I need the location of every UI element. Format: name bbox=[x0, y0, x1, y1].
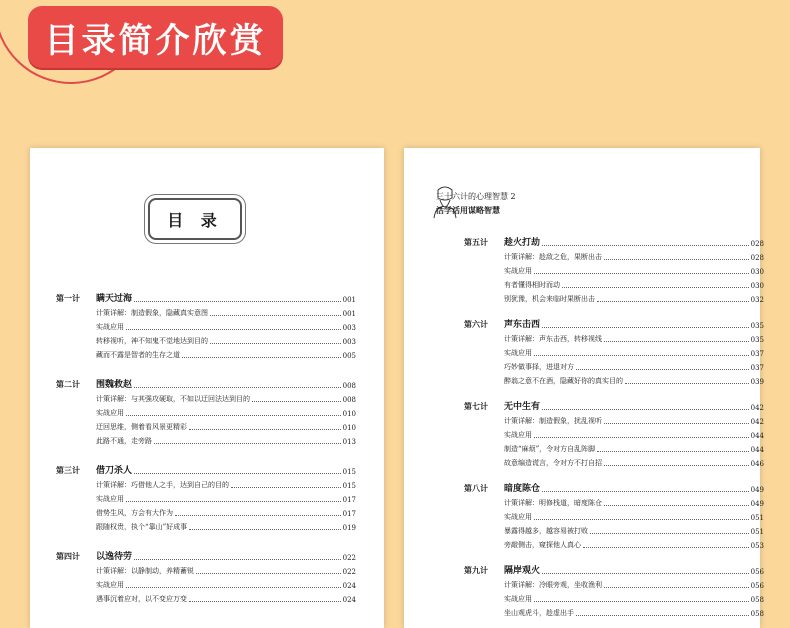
page-number: 030 bbox=[750, 268, 764, 276]
leader-dots bbox=[534, 273, 749, 274]
subentry-text: 计策详解：明修栈道，暗度陈仓 bbox=[504, 499, 602, 507]
leader-dots bbox=[231, 487, 341, 488]
page-number: 017 bbox=[342, 510, 356, 518]
subentry-text: 实战应用 bbox=[504, 349, 532, 357]
chapter-number: 第八计 bbox=[464, 484, 488, 493]
toc-subentry bbox=[504, 346, 764, 358]
subentry-text: 别犹豫，机会来临时果断出击 bbox=[504, 295, 595, 303]
chapter-number: 第三计 bbox=[56, 466, 80, 475]
toc-subentry bbox=[96, 506, 356, 518]
toc-subentry bbox=[96, 420, 356, 432]
toc-title: 目 录 bbox=[148, 198, 242, 240]
left-page bbox=[30, 148, 384, 628]
page-number: 044 bbox=[750, 432, 764, 440]
chapter-title: 围魏救赵 bbox=[96, 380, 133, 390]
leader-dots bbox=[604, 423, 749, 424]
leader-dots bbox=[126, 501, 341, 502]
toc-subentry bbox=[504, 428, 764, 440]
subentry-text: 有者懂得相时而动 bbox=[504, 281, 560, 289]
toc-subentry bbox=[504, 374, 764, 386]
toc-chapter bbox=[56, 378, 356, 446]
toc-chapter bbox=[56, 464, 356, 532]
chapter-number: 第五计 bbox=[464, 238, 488, 247]
running-header bbox=[436, 190, 516, 218]
page-number: 008 bbox=[342, 396, 356, 404]
leader-dots bbox=[154, 443, 341, 444]
subentry-text: 计策详解：制造假象，扰乱视听 bbox=[504, 417, 602, 425]
chapter-heading-row bbox=[56, 464, 356, 476]
subentry-text: 计策详解：制造假象，隐藏真实意图 bbox=[96, 309, 208, 317]
chapter-number: 第六计 bbox=[464, 320, 488, 329]
subentry-text: 实战应用 bbox=[96, 409, 124, 417]
subentry-text: 遇事沉着应对，以不变应万变 bbox=[96, 595, 187, 603]
leader-dots bbox=[182, 357, 341, 358]
book-series-title: 三十六计的心理智慧 2 bbox=[436, 192, 516, 201]
chapter-number: 第九计 bbox=[464, 566, 488, 575]
leader-dots bbox=[542, 245, 749, 246]
chapter-number: 第一计 bbox=[56, 294, 80, 303]
page-number: 032 bbox=[750, 296, 764, 304]
subentry-text: 故意编造谎言，令对方不打自招 bbox=[504, 459, 602, 467]
toc-subentry bbox=[504, 278, 764, 290]
leader-dots bbox=[189, 529, 340, 530]
leader-dots bbox=[210, 315, 341, 316]
toc-chapter bbox=[464, 400, 764, 468]
subentry-text: 借势生风，方会有大作为 bbox=[96, 509, 173, 517]
chapter-title: 暗度陈仓 bbox=[504, 484, 541, 494]
subentry-text: 转移视听，神不知鬼不觉地达到目的 bbox=[96, 337, 208, 345]
toc-chapter bbox=[464, 236, 764, 304]
subentry-text: 计策详解：冷眼旁观，坐收渔利 bbox=[504, 581, 602, 589]
chapter-heading-row bbox=[464, 400, 764, 412]
page-number: 056 bbox=[750, 582, 764, 590]
chapter-heading-row bbox=[464, 318, 764, 330]
page-number: 058 bbox=[750, 610, 764, 618]
page-number: 037 bbox=[750, 350, 764, 358]
toc-subentry bbox=[96, 334, 356, 346]
chapter-number: 第七计 bbox=[464, 402, 488, 411]
toc-subentry bbox=[504, 592, 764, 604]
leader-dots bbox=[196, 573, 341, 574]
page-number: 049 bbox=[750, 486, 764, 494]
leader-dots bbox=[576, 369, 749, 370]
page-number: 015 bbox=[342, 468, 356, 476]
leader-dots bbox=[604, 587, 749, 588]
page-number: 035 bbox=[750, 336, 764, 344]
leader-dots bbox=[189, 429, 341, 430]
leader-dots bbox=[590, 533, 749, 534]
toc-subentry bbox=[504, 414, 764, 426]
subentry-text: 实战应用 bbox=[96, 581, 124, 589]
subentry-text: 实战应用 bbox=[504, 513, 532, 521]
page-number: 022 bbox=[342, 554, 356, 562]
leader-dots bbox=[134, 559, 341, 560]
toc-subentry bbox=[504, 292, 764, 304]
subentry-text: 制造“麻烦”，令对方自乱阵脚 bbox=[504, 445, 596, 453]
subentry-text: 实战应用 bbox=[504, 267, 532, 275]
chapter-title: 趁火打劫 bbox=[504, 238, 541, 248]
leader-dots bbox=[542, 491, 749, 492]
leader-dots bbox=[597, 451, 748, 452]
toc-subentry bbox=[96, 564, 356, 576]
toc-subentry bbox=[96, 520, 356, 532]
page-number: 010 bbox=[342, 410, 356, 418]
page-number: 037 bbox=[750, 364, 764, 372]
page-number: 056 bbox=[750, 568, 764, 576]
leader-dots bbox=[604, 259, 749, 260]
page-number: 039 bbox=[750, 378, 764, 386]
page-number: 001 bbox=[342, 296, 356, 304]
subentry-text: 坐山观虎斗，趁虚出手 bbox=[504, 609, 574, 617]
leader-dots bbox=[252, 401, 341, 402]
leader-dots bbox=[134, 387, 341, 388]
page-number: 044 bbox=[750, 446, 764, 454]
chapter-title: 声东击西 bbox=[504, 320, 541, 330]
page-number: 013 bbox=[342, 438, 356, 446]
toc-subentry bbox=[96, 478, 356, 490]
toc-subentry bbox=[504, 606, 764, 618]
leader-dots bbox=[542, 573, 749, 574]
leader-dots bbox=[562, 287, 749, 288]
subentry-text: 实战应用 bbox=[96, 495, 124, 503]
page-number: 017 bbox=[342, 496, 356, 504]
leader-dots bbox=[534, 519, 749, 520]
chapter-number: 第四计 bbox=[56, 552, 80, 561]
chapter-title: 无中生有 bbox=[504, 402, 541, 412]
subentry-text: 迂回思维，侧着看风景更精彩 bbox=[96, 423, 187, 431]
chapter-title: 以逸待劳 bbox=[96, 552, 133, 562]
toc-subentry bbox=[96, 578, 356, 590]
subentry-text: 计策详解：声东击西，转移视线 bbox=[504, 335, 602, 343]
page-number: 042 bbox=[750, 418, 764, 426]
toc-subentry bbox=[504, 496, 764, 508]
chapter-heading-row bbox=[464, 564, 764, 576]
toc-chapter bbox=[464, 318, 764, 386]
leader-dots bbox=[189, 601, 341, 602]
subentry-text: 实战应用 bbox=[96, 323, 124, 331]
subentry-text: 实战应用 bbox=[504, 595, 532, 603]
leader-dots bbox=[134, 301, 341, 302]
toc-subentry bbox=[96, 406, 356, 418]
page-number: 028 bbox=[750, 254, 764, 262]
toc-subentry bbox=[96, 348, 356, 360]
page-number: 058 bbox=[750, 596, 764, 604]
leader-dots bbox=[534, 601, 749, 602]
leader-dots bbox=[542, 327, 749, 328]
chapter-heading-row bbox=[56, 292, 356, 304]
page-number: 049 bbox=[750, 500, 764, 508]
leader-dots bbox=[625, 383, 749, 384]
page-number: 046 bbox=[750, 460, 764, 468]
leader-dots bbox=[583, 547, 749, 548]
subentry-text: 跟随权贵，执个“靠山”好成事 bbox=[96, 523, 188, 531]
subentry-text: 醉翁之意不在酒，隐藏好你的真实目的 bbox=[504, 377, 623, 385]
page-number: 010 bbox=[342, 424, 356, 432]
toc-subentry bbox=[504, 538, 764, 550]
chapter-number: 第二计 bbox=[56, 380, 80, 389]
page-number: 051 bbox=[750, 514, 764, 522]
page-number: 042 bbox=[750, 404, 764, 412]
toc-subentry bbox=[504, 360, 764, 372]
toc-chapter bbox=[464, 564, 764, 618]
page-number: 003 bbox=[342, 324, 356, 332]
right-page bbox=[404, 148, 764, 628]
page-number: 028 bbox=[750, 240, 764, 248]
leader-dots bbox=[542, 409, 749, 410]
chapter-title: 隔岸观火 bbox=[504, 566, 541, 576]
page-number: 035 bbox=[750, 322, 764, 330]
subentry-text: 计策详解：以静制动，养精蓄锐 bbox=[96, 567, 194, 575]
page-number: 019 bbox=[342, 524, 356, 532]
chapter-title: 借刀杀人 bbox=[96, 466, 133, 476]
page-number: 001 bbox=[342, 310, 356, 318]
page-number: 003 bbox=[342, 338, 356, 346]
subentry-text: 计策详解：巧借他人之手，达到自己的目的 bbox=[96, 481, 229, 489]
page-number: 015 bbox=[342, 482, 356, 490]
leader-dots bbox=[534, 437, 749, 438]
section-banner: 目录简介欣赏 bbox=[28, 6, 283, 68]
toc-subentry bbox=[504, 264, 764, 276]
chapter-heading-row bbox=[56, 550, 356, 562]
subentry-text: 暴露得越多，越容易被打败 bbox=[504, 527, 588, 535]
page-number: 022 bbox=[342, 568, 356, 576]
toc-subentry bbox=[504, 250, 764, 262]
toc-subentry bbox=[96, 306, 356, 318]
subentry-text: 巧妙做事择，进退对方 bbox=[504, 363, 574, 371]
chapter-heading-row bbox=[464, 482, 764, 494]
leader-dots bbox=[534, 355, 749, 356]
chapter-heading-row bbox=[464, 236, 764, 248]
toc-chapter bbox=[56, 292, 356, 360]
toc-chapter bbox=[56, 550, 356, 604]
leader-dots bbox=[134, 473, 341, 474]
page-number: 005 bbox=[342, 352, 356, 360]
toc-subentry bbox=[96, 392, 356, 404]
chapter-heading-row bbox=[56, 378, 356, 390]
leader-dots bbox=[576, 615, 749, 616]
leader-dots bbox=[604, 465, 749, 466]
toc-subentry bbox=[96, 434, 356, 446]
leader-dots bbox=[175, 515, 341, 516]
toc-subentry bbox=[96, 592, 356, 604]
leader-dots bbox=[126, 415, 341, 416]
toc-subentry bbox=[504, 442, 764, 454]
subentry-text: 旁敲侧击，窥探他人真心 bbox=[504, 541, 581, 549]
leader-dots bbox=[604, 505, 749, 506]
toc-subentry bbox=[504, 510, 764, 522]
toc-subentry bbox=[504, 578, 764, 590]
toc-subentry bbox=[504, 524, 764, 536]
subentry-text: 藏而不露是智者的生存之道 bbox=[96, 351, 180, 359]
subentry-text: 计策详解：与其强攻硬取，不如以迂回法达到目的 bbox=[96, 395, 250, 403]
toc-subentry bbox=[504, 456, 764, 468]
leader-dots bbox=[126, 329, 341, 330]
leader-dots bbox=[597, 301, 749, 302]
page-number: 024 bbox=[342, 582, 356, 590]
page-number: 051 bbox=[750, 528, 764, 536]
book-subtitle: 活学活用谋略智慧 bbox=[436, 206, 500, 215]
page-number: 008 bbox=[342, 382, 356, 390]
subentry-text: 计策详解：趁敌之危，果断出击 bbox=[504, 253, 602, 261]
toc-chapter bbox=[464, 482, 764, 550]
toc-subentry bbox=[504, 332, 764, 344]
toc-subentry bbox=[96, 492, 356, 504]
leader-dots bbox=[210, 343, 341, 344]
page-number: 024 bbox=[342, 596, 356, 604]
chapter-title: 瞒天过海 bbox=[96, 294, 133, 304]
subentry-text: 此路不通，走旁路 bbox=[96, 437, 152, 445]
leader-dots bbox=[604, 341, 749, 342]
toc-subentry bbox=[96, 320, 356, 332]
subentry-text: 实战应用 bbox=[504, 431, 532, 439]
leader-dots bbox=[126, 587, 341, 588]
page-number: 030 bbox=[750, 282, 764, 290]
page-number: 053 bbox=[750, 542, 764, 550]
